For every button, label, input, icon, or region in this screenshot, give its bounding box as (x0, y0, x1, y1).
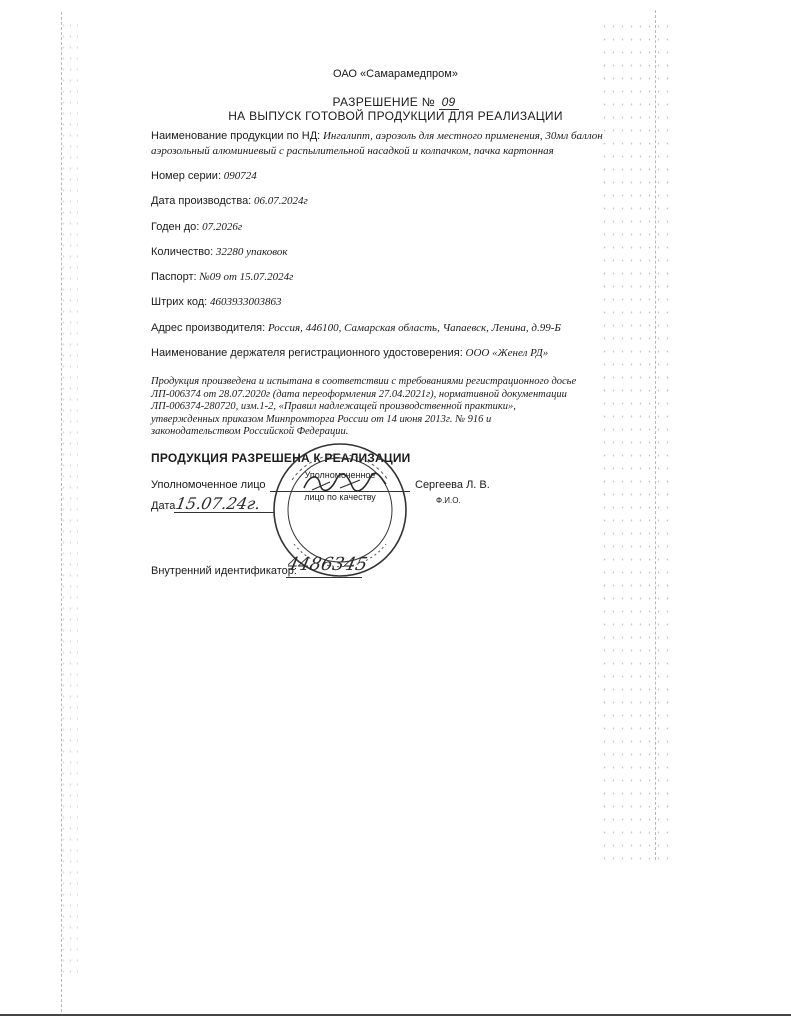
field-row (151, 347, 548, 360)
compliance-paragraph (151, 376, 611, 439)
field-row (151, 322, 561, 335)
paragraph-line: Продукция произведена и испытана в соответствии с требованиями регистрационного досье (151, 376, 577, 387)
scan-bottom-border (0, 1014, 791, 1016)
field-label: Паспорт: (151, 271, 197, 283)
paragraph-line: законодательством Российской Федерации. (151, 426, 349, 438)
date-label: Дата (151, 500, 176, 512)
field-value: 090724 (223, 170, 257, 182)
product-value-line2: аэрозольный алюминиевый с распылительной насадкой и колпачком, пачка картонная (151, 145, 554, 157)
field-value: 06.07.2024г (254, 195, 308, 207)
company-name: ОАО «Самарамедпром» (333, 68, 458, 80)
field-row (151, 170, 257, 183)
svg-text:4486345: 4486345 (288, 554, 370, 575)
field-value: №09 от 15.07.2024г (199, 271, 294, 283)
scan-noise-left (60, 20, 78, 980)
svg-text:15.07.24г.: 15.07.24г. (176, 494, 262, 513)
field-label: Штрих код: (151, 296, 208, 308)
authorized-person-label: Уполномоченное лицо (151, 479, 266, 491)
field-value: ООО «Женел РД» (465, 347, 549, 359)
field-row (151, 221, 242, 234)
field-label: Годен до: (151, 221, 200, 233)
internal-id-label: Внутренний идентификатор: (151, 565, 297, 577)
paragraph-line: ЛП-006374-280720, изм.1-2, «Правил надлежащей производственной практики», (151, 401, 516, 413)
field-value: 4603933003863 (209, 296, 282, 308)
field-row (151, 195, 308, 208)
product-name-row-2 (151, 145, 554, 158)
scan-edge-right (655, 10, 657, 860)
field-label: Наименование держателя регистрационного удостоверения: (151, 347, 463, 359)
field-value: Россия, 446100, Самарская область, Чапаевск, Ленина, д.99-Б (267, 322, 561, 334)
svg-text:лицо по качеству: лицо по качеству (304, 492, 376, 502)
approval-heading: ПРОДУКЦИЯ РАЗРЕШЕНА К РЕАЛИЗАЦИИ (151, 451, 411, 465)
scan-noise-right (600, 20, 670, 860)
field-label: Адрес производителя: (151, 322, 266, 334)
fio-caption: Ф.И.О. (436, 496, 461, 505)
authorized-person-name: Сергеева Л. В. (415, 479, 490, 491)
permit-number: 09 (439, 95, 459, 110)
field-label: Дата производства: (151, 195, 252, 207)
product-label: Наименование продукции по НД: (151, 130, 321, 142)
product-value-line1: Ингалипт, аэрозоль для местного применения, 30мл баллон (322, 130, 603, 142)
field-label: Номер серии: (151, 170, 221, 182)
field-value: 07.2026г (202, 221, 243, 233)
field-value: 32280 упаковок (215, 246, 288, 258)
handwritten-signature (300, 470, 390, 501)
handwritten-date (176, 492, 276, 519)
svg-text:Уполномоченное: Уполномоченное (304, 470, 376, 480)
field-row (151, 246, 288, 259)
field-row (151, 296, 281, 309)
paragraph-line: ЛП-006374 от 28.07.2020г (дата переоформления 27.04.2021г), нормативной документации (151, 388, 567, 400)
paragraph-line: утвержденных приказом Минпромторга России от 14 июня 2013г. № 916 и (151, 413, 492, 425)
field-row (151, 271, 293, 284)
field-label: Количество: (151, 246, 214, 258)
document-title-line1 (0, 96, 791, 109)
handwritten-internal-id (288, 550, 378, 581)
product-name-row (151, 130, 603, 143)
title-prefix: РАЗРЕШЕНИЕ № (332, 95, 435, 109)
document-title-line2: НА ВЫПУСК ГОТОВОЙ ПРОДУКЦИИ ДЛЯ РЕАЛИЗАЦИИ (228, 109, 563, 123)
